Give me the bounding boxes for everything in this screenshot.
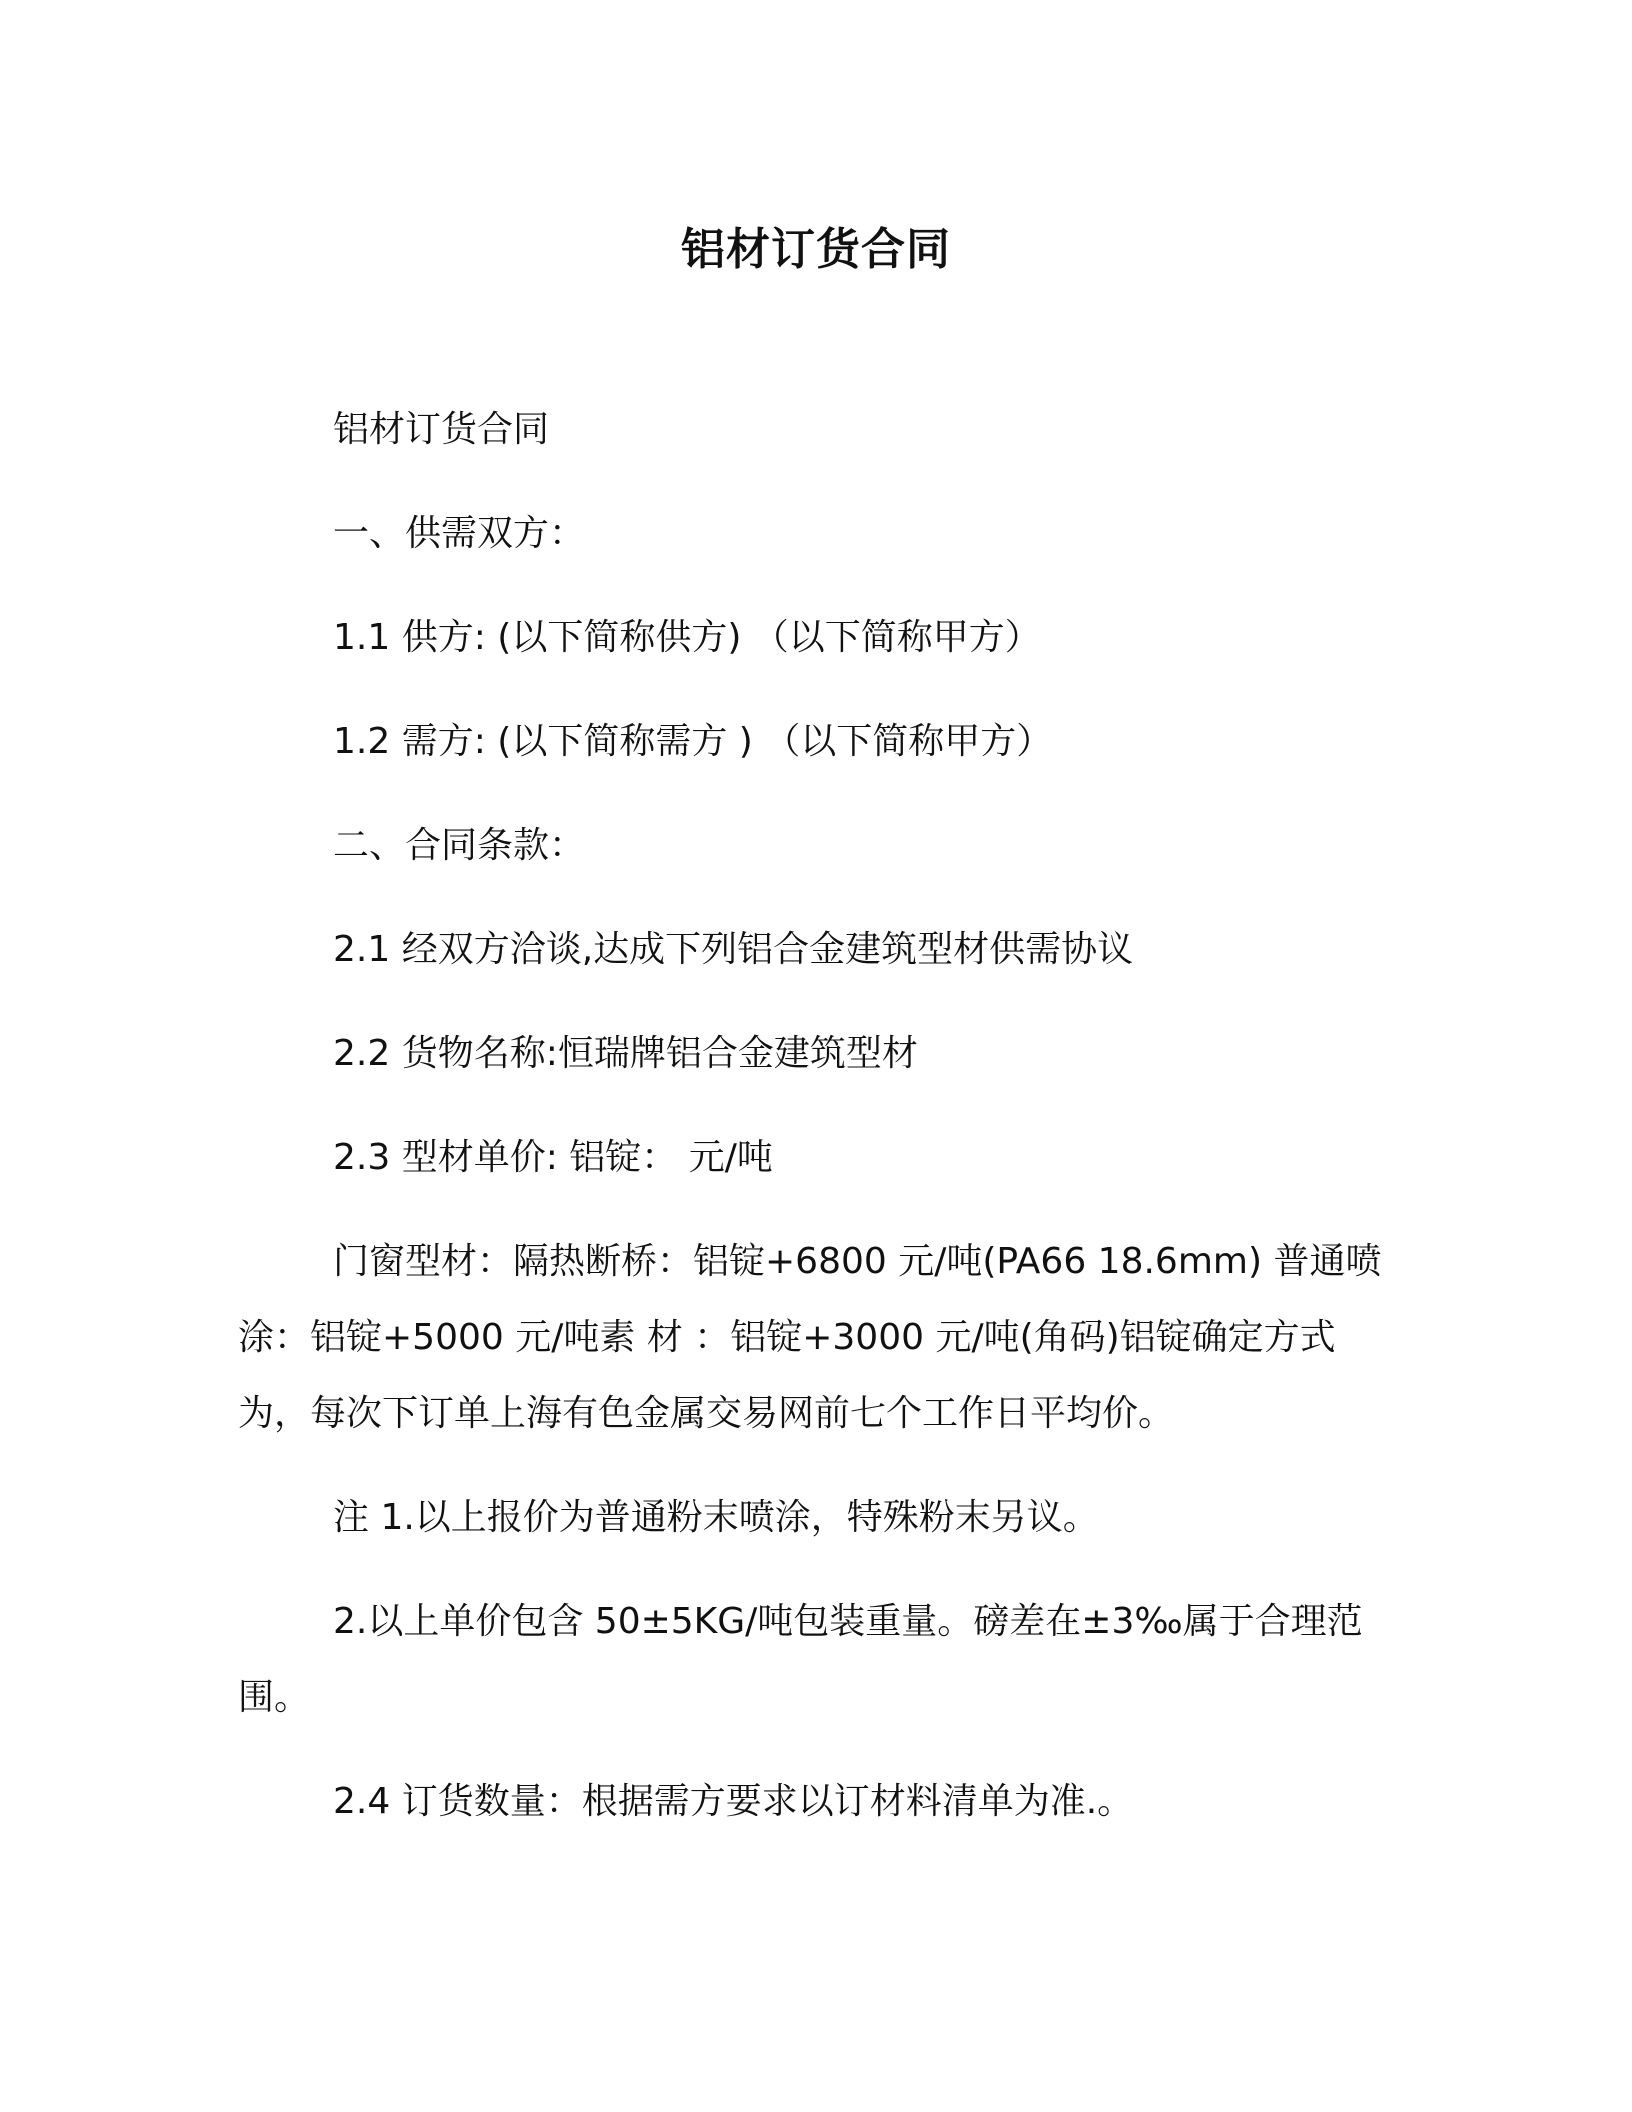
paragraph-note-2: 2.以上单价包含 50±5KG/吨包装重量。磅差在±3‰属于合理范围。 [238,1601,1363,1718]
paragraph-window-door-profiles: 门窗型材：隔热断桥：铝锭+6800 元/吨(PA66 18.6mm) 普通喷涂：铝锭+5000 元/吨素 材 ：铝锭+3000 元/吨(角码)铝锭确定方式为，每次下订单上海有色金属交易网前七个工作日平均价。 [238,1241,1382,1434]
paragraph-section-2-title: 二、合同条款： [333,825,586,866]
paragraph-supplier: 1.1 供方: (以下简称供方) （以下简称甲方） [333,617,1041,658]
document-body [238,392,1398,1868]
paragraph-heading-repeat: 铝材订货合同 [333,409,550,450]
paragraph-order-quantity: 2.4 订货数量：根据需方要求以订材料清单为准.。 [333,1781,1134,1822]
document-title: 铝材订货合同 [681,224,951,275]
paragraph-buyer: 1.2 需方: (以下简称需方 ) （以下简称甲方） [333,721,1053,762]
paragraph-section-1-title: 一、供需双方： [333,513,586,554]
paragraph-unit-price: 2.3 型材单价: 铝锭： 元/吨 [333,1137,773,1178]
paragraph-goods-name: 2.2 货物名称:恒瑞牌铝合金建筑型材 [333,1033,918,1074]
paragraph-note-1: 注 1.以上报价为普通粉末喷涂，特殊粉末另议。 [333,1497,1099,1538]
paragraph-agreement: 2.1 经双方洽谈,达成下列铝合金建筑型材供需协议 [333,929,1134,970]
